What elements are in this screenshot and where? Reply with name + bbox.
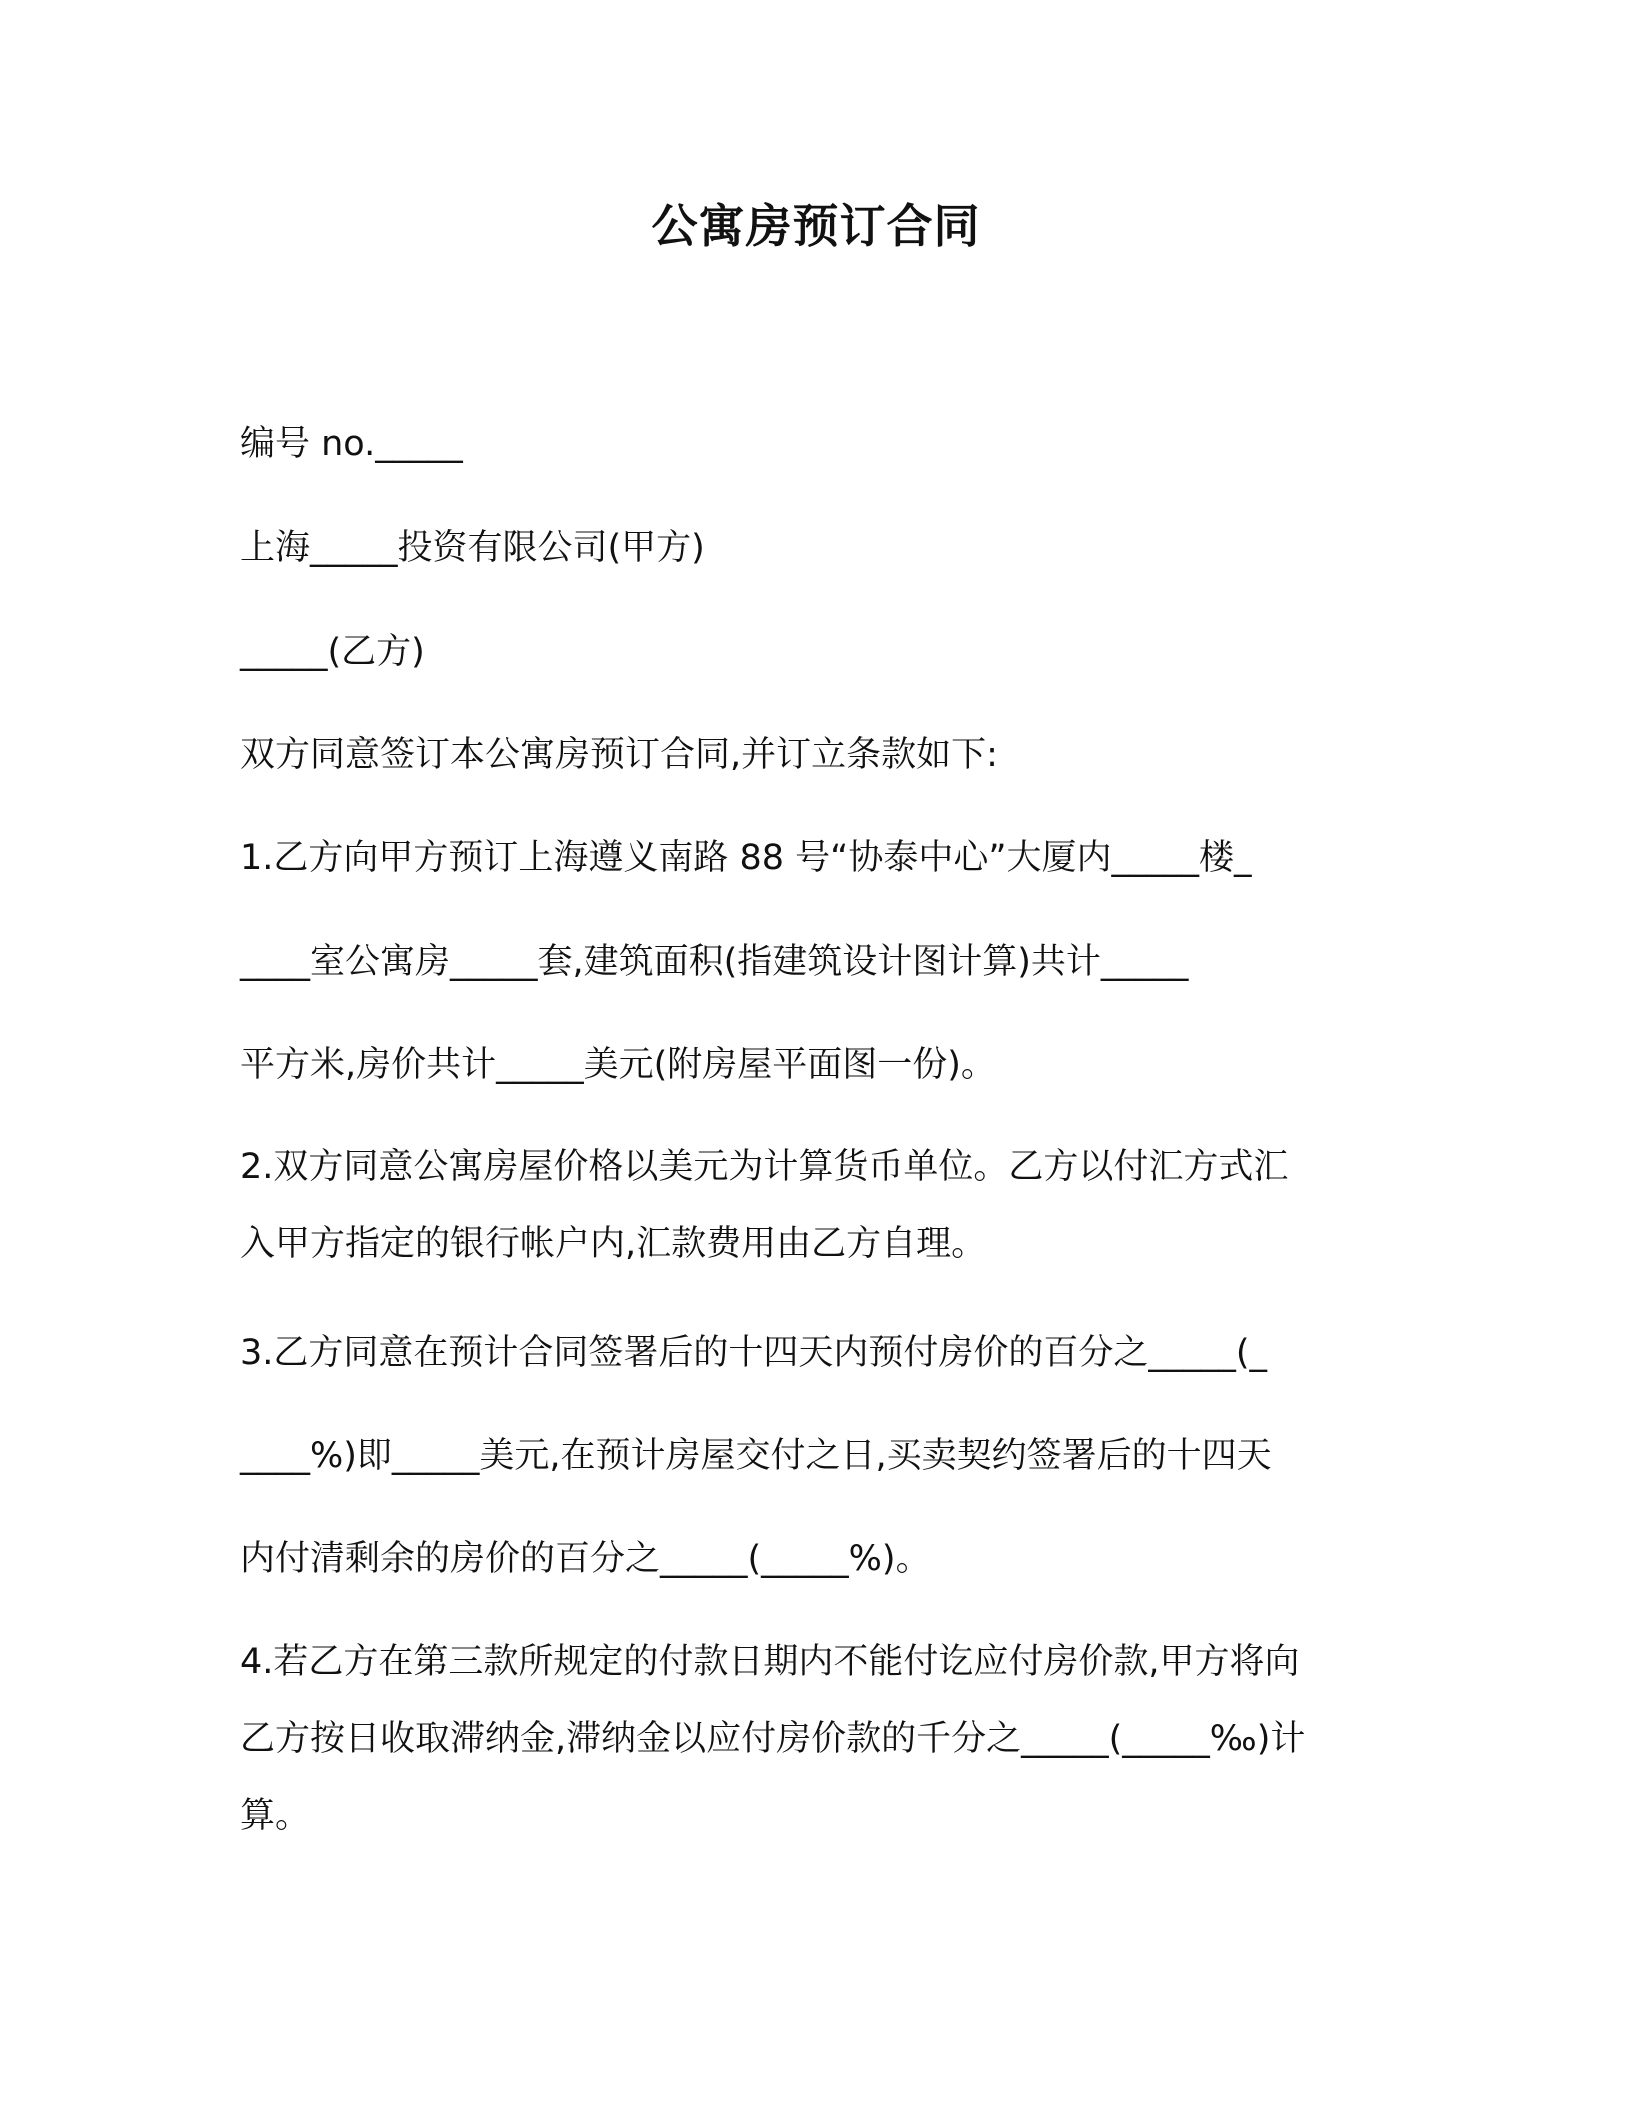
- clause-2-line-1: 2.双方同意公寓房屋价格以美元为计算货币单位。乙方以付汇方式汇: [240, 1147, 1289, 1187]
- clause-3-line-2: ____%)即_____美元,在预计房屋交付之日,买卖契约签署后的十四天: [240, 1436, 1272, 1476]
- party-b-line: _____(乙方): [240, 632, 425, 672]
- clause-4-line-1: 4.若乙方在第三款所规定的付款日期内不能付讫应付房价款,甲方将向: [240, 1642, 1300, 1682]
- clause-2-line-2: 入甲方指定的银行帐户内,汇款费用由乙方自理。: [240, 1224, 987, 1264]
- clause-4-line-2: 乙方按日收取滞纳金,滞纳金以应付房价款的千分之_____(_____‰)计: [240, 1719, 1306, 1759]
- clause-3-line-3: 内付清剩余的房价的百分之_____(_____%)。: [240, 1539, 931, 1579]
- document-title: 公寓房预订合同: [651, 199, 981, 253]
- clause-1-line-3: 平方米,房价共计_____美元(附房屋平面图一份)。: [240, 1045, 996, 1085]
- clause-3-line-1: 3.乙方同意在预计合同签署后的十四天内预付房价的百分之_____(_: [240, 1333, 1268, 1373]
- clause-4-line-3: 算。: [240, 1796, 311, 1836]
- contract-number-line: 编号 no._____: [240, 424, 463, 464]
- clause-1-line-1: 1.乙方向甲方预订上海遵义南路 88 号“协泰中心”大厦内_____楼_: [240, 838, 1252, 878]
- party-a-line: 上海_____投资有限公司(甲方): [240, 528, 705, 568]
- agreement-intro-line: 双方同意签订本公寓房预订合同,并订立条款如下:: [240, 735, 998, 775]
- clause-1-line-2: ____室公寓房_____套,建筑面积(指建筑设计图计算)共计_____: [240, 942, 1189, 982]
